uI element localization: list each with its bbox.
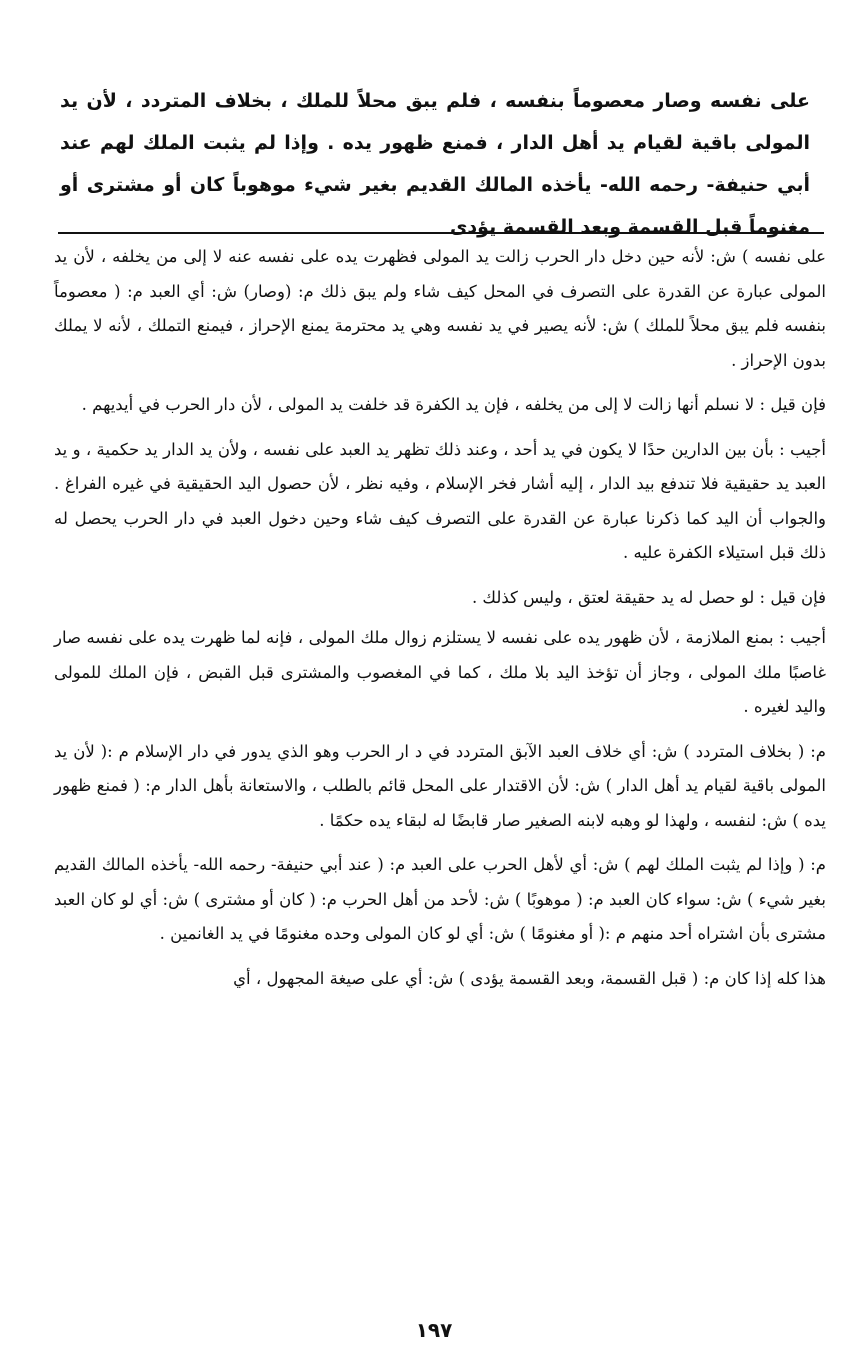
commentary-paragraph: أجيب : بمنع الملازمة ، لأن ظهور يده على نفسه لا يستلزم زوال ملك المولى ، فإنه لما ظهرت يده على نفسه صار غاصبًا ملك المولى ، وجاز أن تؤخذ اليد بلا ملك ، كما في المغصوب والمشترى قبل القبض ، فإن الملك للمولى واليد لغيره . — [54, 628, 826, 716]
commentary-text — [54, 240, 826, 1006]
commentary-paragraph: فإن قيل : لا نسلم أنها زالت لا إلى من يخلفه ، فإن يد الكفرة قد خلفت يد المولى ، لأن دار الحرب في أيديهم . — [81, 395, 826, 414]
commentary-paragraph: م: ( بخلاف المتردد ) ش: أي خلاف العبد الآبق المتردد في د ار الحرب وهو الذي يدور في دار الإسلام م :( لأن يد المولى باقية لقيام يد أهل الدار ) ش: لأن الاقتدار على المحل قائم بالطلب ، والاستعانة بأهل الدار م: ( فمنع ظهور يده ) ش: لنفسه ، ولهذا لو وهبه لابنه الصغير صار قابضًا له لبقاء يده حكمًا . — [54, 741, 826, 830]
page-number: ١٩٧ — [415, 1318, 453, 1342]
commentary-paragraph: أجيب : بأن بين الدارين حدًا لا يكون في يد أحد ، وعند ذلك تظهر يد العبد على نفسه ، ولأن يد الدار يد حكمية ، و يد العبد يد حقيقية فلا تندفع بيد الدار ، إليه أشار فخر الإسلام ، وفيه نظر ، لأن حصول اليد الحقيقية في غيره الفراغ . والجواب أن اليد كما ذكرنا عبارة عن القدرة على التصرف كيف شاء وحين دخول العبد في دار الحرب يحصل له ذلك قبل استيلاء الكفرة عليه . — [54, 439, 826, 562]
commentary-paragraph: فإن قيل : لو حصل له يد حقيقة لعتق ، وليس كذلك . — [471, 587, 826, 607]
commentary-paragraph: هذا كله إذا كان م: ( قبل القسمة، وبعد القسمة يؤدى ) ش: أي على صيغة المجهول ، أي — [233, 968, 826, 988]
main-text: على نفسه وصار معصوماً بنفسه ، فلم يبق محلاً للملك ، بخلاف المتردد ، لأن يد المولى باقية لقيام يد أهل الدار ، فمنع ظهور يده . وإذا لم يثبت الملك لهم عند أبي حنيفة- رحمه الله- يأخذه المالك القديم بغير شيء موهوباً كان أو مشترى أو مغنوماً قبل القسمة وبعد القسمة يؤدى — [60, 90, 810, 238]
separator-rule — [58, 232, 824, 234]
commentary-paragraph: م: ( وإذا لم يثبت الملك لهم ) ش: أي لأهل الحرب على العبد م: ( عند أبي حنيفة- رحمه الله- يأخذه المالك القديم بغير شيء ) ش: سواء كان العبد م: ( موهوبًا ) ش: لأحد من أهل الحرب م: ( كان أو مشترى ) ش: أي لو كان العبد مشترى بأن اشتراه أحد منهم م :( أو مغنومًا ) ش: أي لو كان المولى وحده مغنومًا في يد الغانمين . — [54, 855, 826, 943]
commentary-paragraph: على نفسه ) ش: لأنه حين دخل دار الحرب زالت يد المولى فظهرت يده على نفسه عنه لا إلى من يخلفه ، لأن يد المولى عبارة عن القدرة على التصرف في المحل كيف شاء ولم يبق ذلك م: (وصار) ش: أي العبد م: ( معصوماً بنفسه فلم يبق محلاً للملك ) ش: لأنه يصير في يد نفسه وهي يد محترمة يمنع الإحراز ، فيمنع التملك ، لأنه لا يملك بدون الإحراز . — [54, 247, 826, 370]
